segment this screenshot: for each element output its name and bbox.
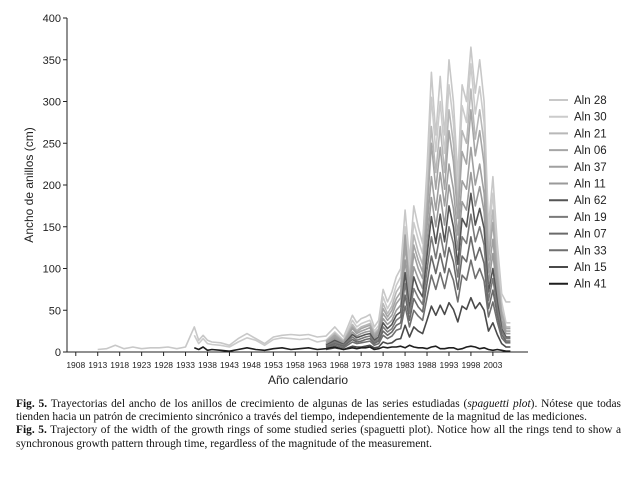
x-tick-label: 1998 <box>461 360 481 370</box>
legend-label: Aln 11 <box>574 178 606 191</box>
y-tick-label: 50 <box>48 305 61 318</box>
x-tick-label: 1908 <box>66 360 86 370</box>
legend-label: Aln 07 <box>574 228 607 241</box>
y-tick-label: 350 <box>42 54 61 67</box>
series-lines <box>98 47 511 351</box>
legend <box>549 95 607 291</box>
caption-en-text: Trajectory of the width of the growth rings of some studied series (spaguetti plot). Notice how all the rings tend to show a synchronous growth pattern through time, regardless of the magnitude of the measurement. <box>16 424 621 450</box>
caption-english <box>16 424 621 450</box>
x-tick-label: 1923 <box>132 360 152 370</box>
caption-es-italic: spaguetti plot <box>467 398 531 410</box>
x-tick-label: 1973 <box>351 360 371 370</box>
x-tick-label: 1928 <box>154 360 174 370</box>
x-tick-label: 1978 <box>373 360 393 370</box>
legend-label: Aln 33 <box>574 245 607 258</box>
x-tick-label: 1988 <box>417 360 437 370</box>
y-tick-label: 300 <box>42 96 61 109</box>
caption-es-text-2: ). Nótese que todas tienden hacia un patrón de crecimiento sincrónico a través del tiempo, independientemente de la magnitud de las mediciones. <box>16 398 621 424</box>
legend-label: Aln 21 <box>574 128 607 141</box>
y-tick-label: 400 <box>42 13 61 25</box>
x-tick-label: 2003 <box>483 360 503 370</box>
legend-label: Aln 41 <box>574 278 607 291</box>
caption-es-text-1: Trayectorias del ancho de los anillos de crecimiento de algunas de las series estudiadas ( <box>47 398 468 410</box>
y-tick-label: 250 <box>42 138 61 151</box>
legend-label: Aln 15 <box>574 262 607 274</box>
x-tick-label: 1993 <box>439 360 459 370</box>
x-tick-label: 1963 <box>307 360 327 370</box>
y-tick-label: 150 <box>42 221 61 234</box>
legend-label: Aln 37 <box>574 161 607 174</box>
series-line-aln-37 <box>326 147 510 343</box>
x-tick-label: 1918 <box>110 360 130 370</box>
y-tick-label: 0 <box>54 347 61 359</box>
x-tick-label: 1958 <box>285 360 305 370</box>
x-tick-label: 1933 <box>176 360 196 370</box>
caption-es-label: Fig. 5. <box>16 398 48 410</box>
x-tick-label: 1938 <box>198 360 217 370</box>
figure-caption <box>16 398 621 451</box>
y-tick-label: 200 <box>42 180 61 192</box>
y-axis-ticks <box>43 13 67 359</box>
legend-label: Aln 19 <box>574 211 607 224</box>
x-axis-title: Año calendario <box>267 373 349 387</box>
y-tick-label: 100 <box>42 263 61 276</box>
legend-label: Aln 30 <box>574 111 607 124</box>
y-axis-title: Ancho de anillos (cm) <box>22 127 36 243</box>
legend-label: Aln 06 <box>574 145 607 158</box>
x-tick-label: 1948 <box>241 360 261 370</box>
x-tick-label: 1953 <box>263 360 283 370</box>
caption-spanish <box>16 398 621 424</box>
caption-en-label: Fig. 5. <box>16 424 47 437</box>
x-axis-ticks <box>66 352 502 370</box>
x-tick-label: 1968 <box>329 360 349 370</box>
series-line-aln-21 <box>326 89 510 341</box>
x-tick-label: 1943 <box>219 360 239 370</box>
legend-label: Aln 62 <box>574 195 607 208</box>
series-line-aln-30 <box>194 64 510 347</box>
legend-label: Aln 28 <box>574 95 607 107</box>
x-tick-label: 1983 <box>395 360 415 370</box>
x-tick-label: 1913 <box>88 360 108 370</box>
